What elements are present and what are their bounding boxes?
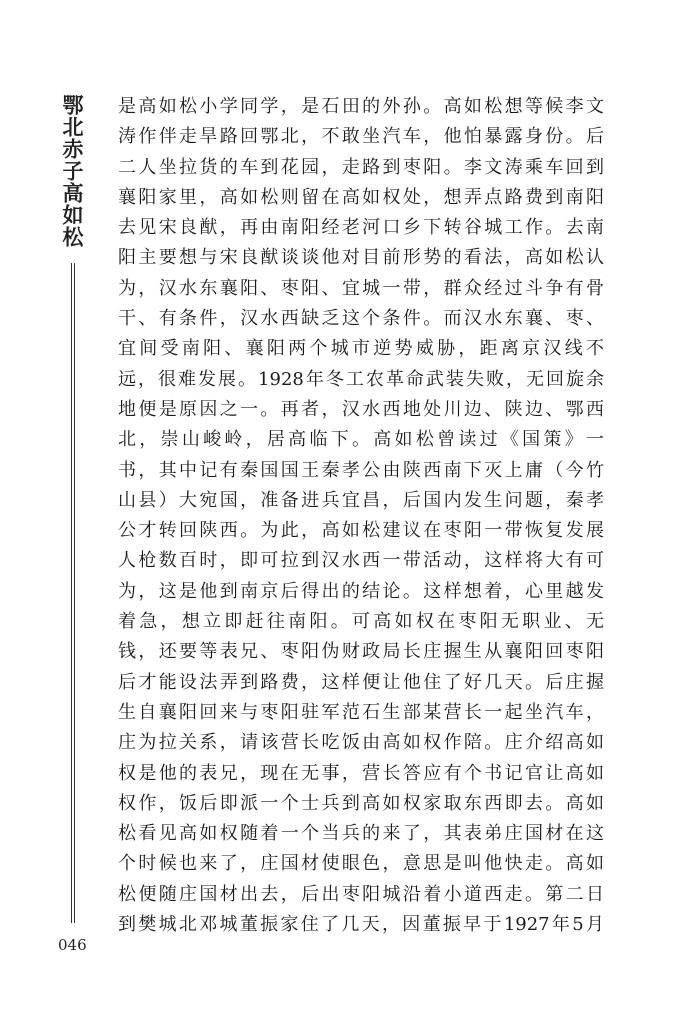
text-line: 个时候也来了，庄国材使眼色，意思是叫他快走。高如 (118, 853, 604, 875)
text-line: 干、有条件，汉水西缺乏这个条件。而汉水东襄、枣、 (118, 308, 604, 330)
side-rule (71, 263, 75, 923)
text-line: 庄为拉关系，请该营长吃饭由高如权作陪。庄介绍高如 (118, 732, 604, 754)
running-title: 鄂北赤子高如松 (60, 94, 84, 248)
text-line: 到樊城北邓城董振家住了几天，因董振早于1927年5月 (118, 914, 604, 936)
text-line: 后才能设法弄到路费，这样便让他住了好几天。后庄握 (118, 671, 604, 693)
text-line: 松看见高如权随着一个当兵的来了，其表弟庄国材在这 (118, 823, 604, 845)
text-line: 宜间受南阳、襄阳两个城市逆势威胁，距离京汉线不 (118, 338, 604, 360)
text-line: 生自襄阳回来与枣阳驻军范石生部某营长一起坐汽车， (118, 701, 604, 723)
text-line: 公才转回陕西。为此，高如松建议在枣阳一带恢复发展 (118, 520, 604, 542)
text-line: 权作，饭后即派一个士兵到高如权家取东西即去。高如 (118, 792, 604, 814)
text-line: 权是他的表兄，现在无事，营长答应有个书记官让高如 (118, 762, 604, 784)
text-line: 二人坐拉货的车到花园，走路到枣阳。李文涛乘车回到 (118, 156, 604, 178)
page-number: 046 (58, 936, 87, 954)
text-line: 松便随庄国材出去，后出枣阳城沿着小道西走。第二日 (118, 883, 604, 905)
text-line: 书，其中记有秦国国王秦孝公由陕西南下灭上庸（今竹 (118, 459, 604, 481)
text-line: 钱，还要等表兄、枣阳伪财政局长庄握生从襄阳回枣阳 (118, 641, 604, 663)
text-line: 地便是原因之一。再者，汉水西地处川边、陕边、鄂西 (118, 398, 604, 420)
text-line: 人枪数百时，即可拉到汉水西一带活动，这样将大有可 (118, 550, 604, 572)
text-line: 远，很难发展。1928年冬工农革命武装失败，无回旋余 (118, 368, 604, 390)
text-line: 山县）大宛国，准备进兵宜昌，后国内发生问题，秦孝 (118, 489, 604, 511)
text-line: 阳主要想与宋良猷谈谈他对目前形势的看法，高如松认 (118, 247, 604, 269)
text-line: 着急，想立即赶往南阳。可高如权在枣阳无职业、无 (118, 611, 604, 633)
body-text (118, 92, 604, 940)
text-line: 为，汉水东襄阳、枣阳、宜城一带，群众经过斗争有骨 (118, 277, 604, 299)
text-line: 北，崇山峻岭，居高临下。高如松曾读过《国策》一 (118, 429, 604, 451)
text-line: 为，这是他到南京后得出的结论。这样想着，心里越发 (118, 580, 604, 602)
text-line: 涛作伴走旱路回鄂北，不敢坐汽车，他怕暴露身份。后 (118, 126, 604, 148)
text-line: 襄阳家里，高如松则留在高如权处，想弄点路费到南阳 (118, 186, 604, 208)
text-line: 去见宋良猷，再由南阳经老河口乡下转谷城工作。去南 (118, 217, 604, 239)
text-line: 是高如松小学同学，是石田的外孙。高如松想等候李文 (118, 96, 604, 117)
